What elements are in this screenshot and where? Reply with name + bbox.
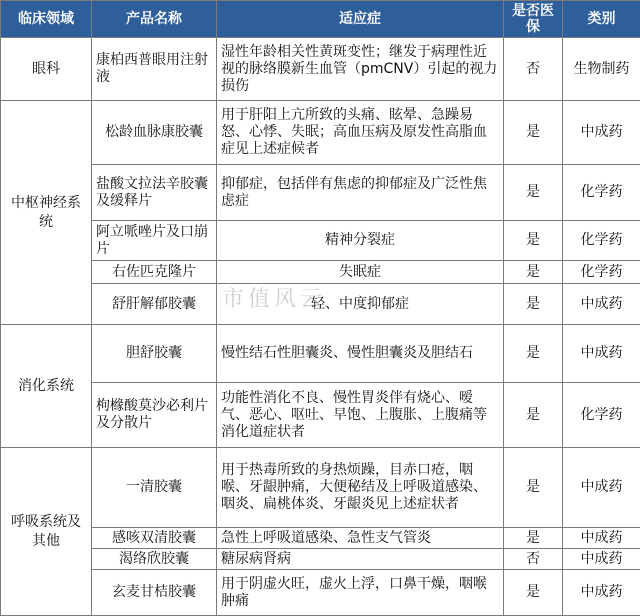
header-category: 类别 <box>563 1 640 38</box>
product-name: 感咳双清胶囊 <box>92 528 217 549</box>
table-row <box>1 221 640 261</box>
drug-category: 中成药 <box>563 101 640 165</box>
indication: 急性上呼吸道感染、急性支气管炎 <box>217 528 504 549</box>
table-row <box>1 570 640 616</box>
drug-category: 中成药 <box>563 570 640 616</box>
insurance-status: 是 <box>504 528 563 549</box>
drug-category: 化学药 <box>563 165 640 221</box>
table-row <box>1 38 640 101</box>
insurance-status: 是 <box>504 570 563 616</box>
insurance-status: 是 <box>504 325 563 383</box>
header-indication: 适应症 <box>217 1 504 38</box>
indication: 湿性年龄相关性黄斑变性；继发于病理性近视的脉络膜新生血管（pmCNV）引起的视力损伤 <box>217 38 504 101</box>
table-row <box>1 383 640 448</box>
table-row <box>1 549 640 570</box>
product-name: 一清胶囊 <box>92 448 217 528</box>
indication: 功能性消化不良、慢性胃炎伴有烧心、嗳气、恶心、呕吐、早饱、上腹胀、上腹痛等消化道症状者 <box>217 383 504 448</box>
table-row <box>1 284 640 325</box>
product-name: 康柏西普眼用注射液 <box>92 38 217 101</box>
product-name: 枸橼酸莫沙必利片及分散片 <box>92 383 217 448</box>
drug-category: 化学药 <box>563 261 640 284</box>
drug-category: 中成药 <box>563 325 640 383</box>
insurance-status: 否 <box>504 549 563 570</box>
indication: 失眠症 <box>217 261 504 284</box>
drug-category: 生物制药 <box>563 38 640 101</box>
table-row <box>1 261 640 284</box>
product-name: 舒肝解郁胶囊 <box>92 284 217 325</box>
indication: 用于阴虚火旺，虚火上浮，口鼻干燥，咽喉肿痛 <box>217 570 504 616</box>
indication: 糖尿病肾病 <box>217 549 504 570</box>
indication: 用于肝阳上亢所致的头痛、眩晕、急躁易怒、心悸、失眠；高血压病及原发性高脂血症见上述症候者 <box>217 101 504 165</box>
header-clinical-field: 临床领域 <box>1 1 92 38</box>
drug-category: 中成药 <box>563 549 640 570</box>
table-row <box>1 325 640 383</box>
product-name: 右佐匹克隆片 <box>92 261 217 284</box>
insurance-status: 是 <box>504 448 563 528</box>
drug-category: 中成药 <box>563 284 640 325</box>
table-row <box>1 165 640 221</box>
indication: 精神分裂症 <box>217 221 504 261</box>
product-name: 盐酸文拉法辛胶囊及缓释片 <box>92 165 217 221</box>
insurance-status: 是 <box>504 284 563 325</box>
insurance-status: 是 <box>504 221 563 261</box>
insurance-status: 是 <box>504 383 563 448</box>
insurance-status: 是 <box>504 165 563 221</box>
field-cns: 中枢神经系统 <box>1 101 92 325</box>
product-name: 玄麦甘桔胶囊 <box>92 570 217 616</box>
product-name: 松龄血脉康胶囊 <box>92 101 217 165</box>
field-digestive: 消化系统 <box>1 325 92 448</box>
insurance-status: 是 <box>504 261 563 284</box>
insurance-status: 是 <box>504 101 563 165</box>
product-name: 渴络欣胶囊 <box>92 549 217 570</box>
drug-category: 中成药 <box>563 528 640 549</box>
header-product-name: 产品名称 <box>92 1 217 38</box>
field-respiratory: 呼吸系统及其他 <box>1 448 92 616</box>
header-insurance: 是否医保 <box>504 1 563 38</box>
table-row <box>1 101 640 165</box>
drug-category: 化学药 <box>563 383 640 448</box>
product-name: 胆舒胶囊 <box>92 325 217 383</box>
drug-category: 化学药 <box>563 221 640 261</box>
indication: 抑郁症，包括伴有焦虑的抑郁症及广泛性焦虑症 <box>217 165 504 221</box>
table-row <box>1 528 640 549</box>
watermark-text: 市值风云 <box>222 282 326 313</box>
indication: 用于热毒所致的身热烦躁，目赤口疮，咽喉、牙龈肿痛，大便秘结及上呼吸道感染、咽炎、扁桃体炎、牙龈炎见上述症状者 <box>217 448 504 528</box>
product-name: 阿立哌唑片及口崩片 <box>92 221 217 261</box>
indication: 慢性结石性胆囊炎、慢性胆囊炎及胆结石 <box>217 325 504 383</box>
drug-category: 中成药 <box>563 448 640 528</box>
insurance-status: 否 <box>504 38 563 101</box>
field-eye: 眼科 <box>1 38 92 101</box>
table-header-row <box>1 1 640 38</box>
table-row <box>1 448 640 528</box>
indication: 轻、中度抑郁症 <box>217 284 504 325</box>
